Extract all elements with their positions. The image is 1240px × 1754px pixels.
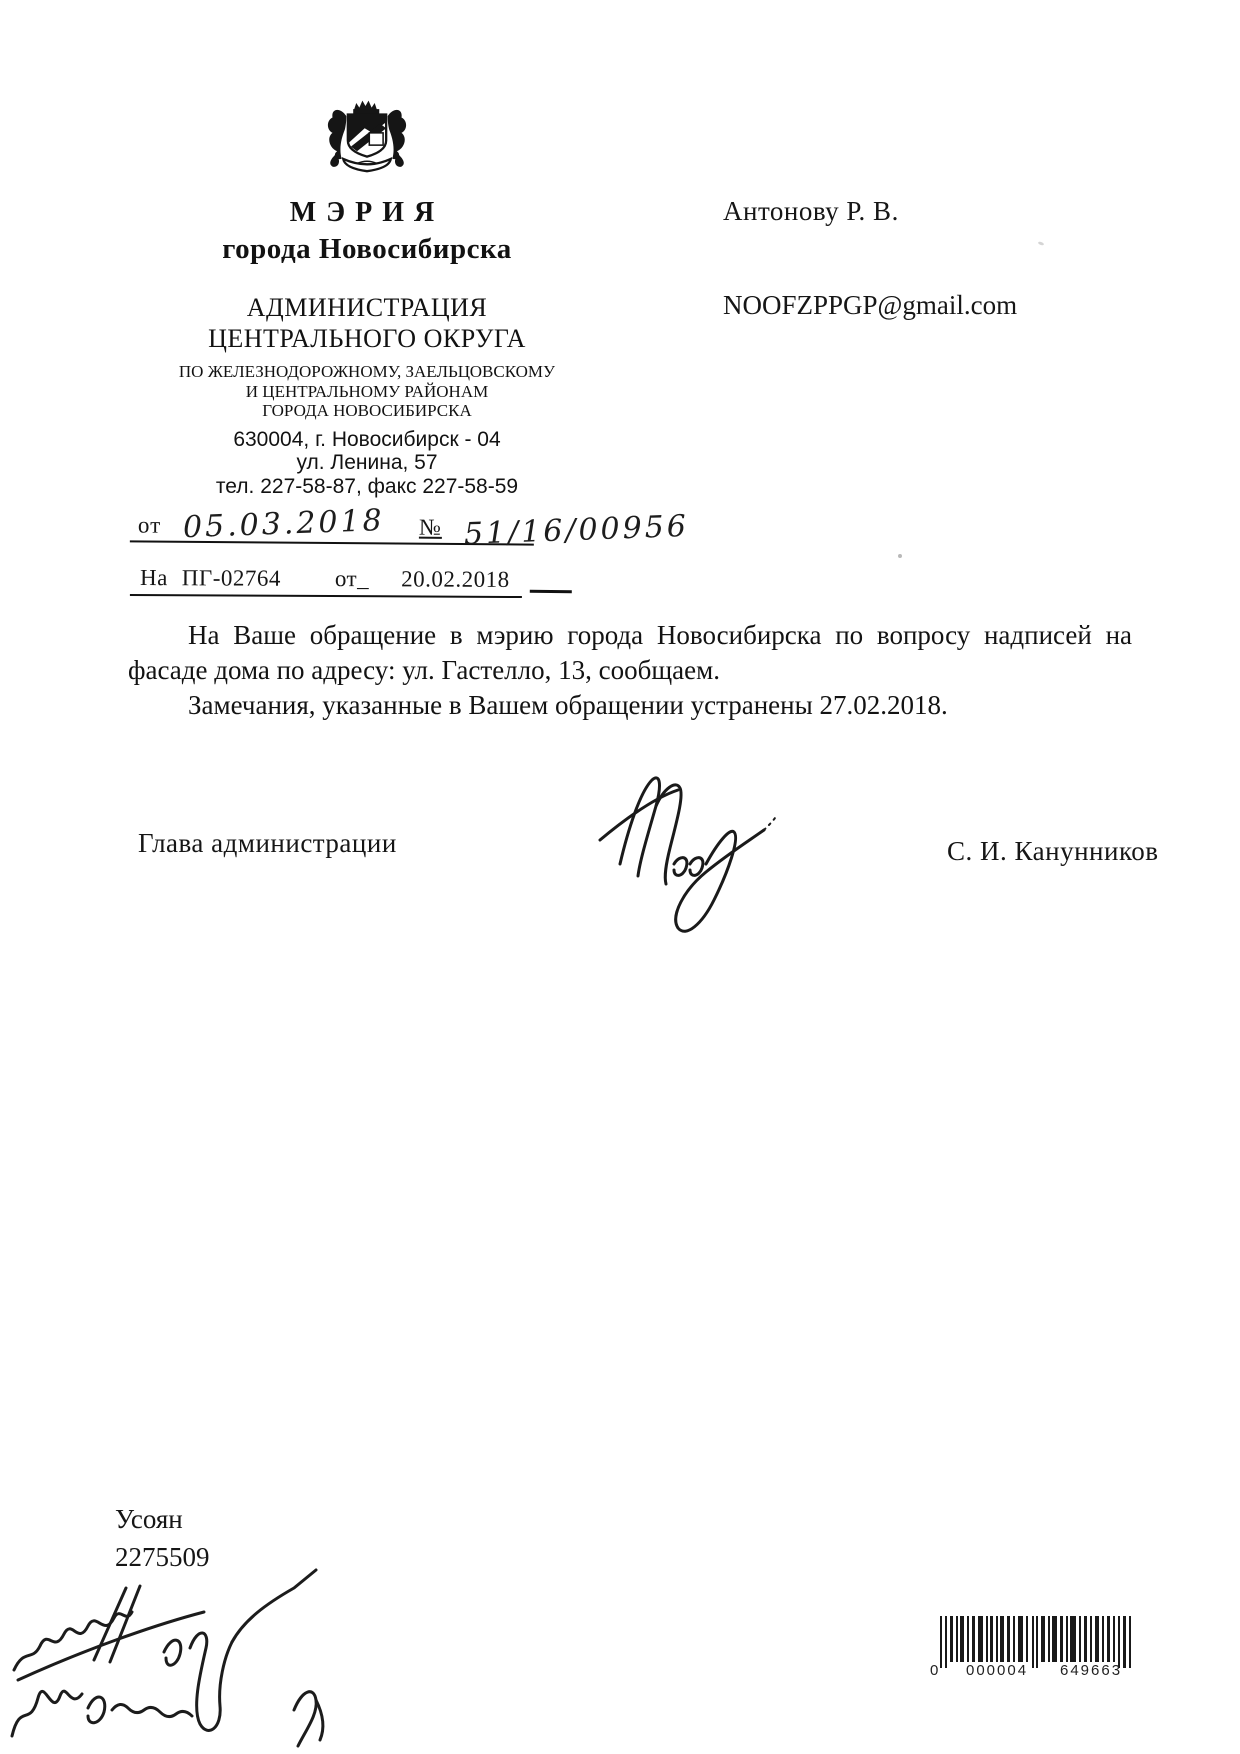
- addressee-name: Антонову Р. В.: [723, 196, 899, 226]
- districts-line3: ГОРОДА НОВОСИБИРСКА: [262, 401, 472, 420]
- department-line1: АДМИНИСТРАЦИЯ: [246, 293, 488, 322]
- incoming-date: 20.02.2018: [401, 566, 510, 592]
- body-paragraph-2: Замечания, указанные в Вашем обращении устранены 27.02.2018.: [188, 690, 948, 720]
- postal-address: 630004, г. Новосибирск - 04: [233, 427, 501, 451]
- department-line2: ЦЕНТРАЛЬНОГО ОКРУГА: [208, 324, 526, 353]
- emblem-wrap: [128, 93, 606, 190]
- outgoing-number-handwritten: 51/16/00956: [463, 508, 690, 552]
- barcode-bars: [940, 1616, 1132, 1668]
- outgoing-reference-line: [130, 498, 690, 552]
- letterhead: [128, 93, 606, 498]
- addressee-email: NOOFZPPGP@gmail.com: [723, 290, 1018, 320]
- head-signature: [582, 768, 777, 953]
- reference-line-dash: [530, 560, 572, 594]
- barcode-digits-group2: 649663: [1060, 1662, 1123, 1679]
- executor-name: Усоян: [115, 1504, 183, 1534]
- districts-line1: ПО ЖЕЛЕЗНОДОРОЖНОМУ, ЗАЕЛЬЦОВСКОМУ: [178, 362, 556, 381]
- novosibirsk-coat-of-arms-icon: [317, 93, 417, 185]
- street-address: ул. Ленина, 57: [296, 451, 438, 474]
- letter-body: [128, 618, 1132, 723]
- barcode-digits-group1: 000004: [966, 1662, 1029, 1679]
- districts-lines: [128, 362, 606, 421]
- districts-line2: И ЦЕНТРАЛЬНОМУ РАЙОНАМ: [245, 381, 489, 401]
- scan-speck: [1038, 241, 1045, 246]
- barcode: [930, 1612, 1145, 1697]
- number-sign-label: №: [418, 514, 443, 540]
- signatory-name: С. И. Канунников: [947, 836, 1159, 866]
- scan-speck: [898, 554, 902, 558]
- incoming-ref-label: На: [139, 565, 168, 591]
- incoming-number: ПГ-02764: [181, 565, 281, 591]
- executor-phone: 2275509: [115, 1542, 210, 1572]
- org-name-line1: МЭРИЯ: [289, 197, 445, 228]
- phone-fax: тел. 227-58-87, факс 227-58-59: [215, 474, 519, 498]
- executor-signatures: [8, 1560, 358, 1754]
- barcode-digit-left: 0: [930, 1662, 941, 1679]
- org-name-line2: города Новосибирска: [222, 233, 512, 265]
- incoming-date-label: от_: [334, 566, 370, 592]
- outgoing-date-label: от: [137, 512, 162, 538]
- incoming-reference-line: [130, 557, 522, 598]
- signatory-title: Глава администрации: [138, 828, 397, 858]
- body-paragraph-1: На Ваше обращение в мэрию города Новосибирска по вопросу надписей на фасаде дома по адресу: ул. Гастелло, 13, сообщаем.: [128, 620, 1132, 685]
- outgoing-date-handwritten: 05.03.2018: [182, 503, 386, 546]
